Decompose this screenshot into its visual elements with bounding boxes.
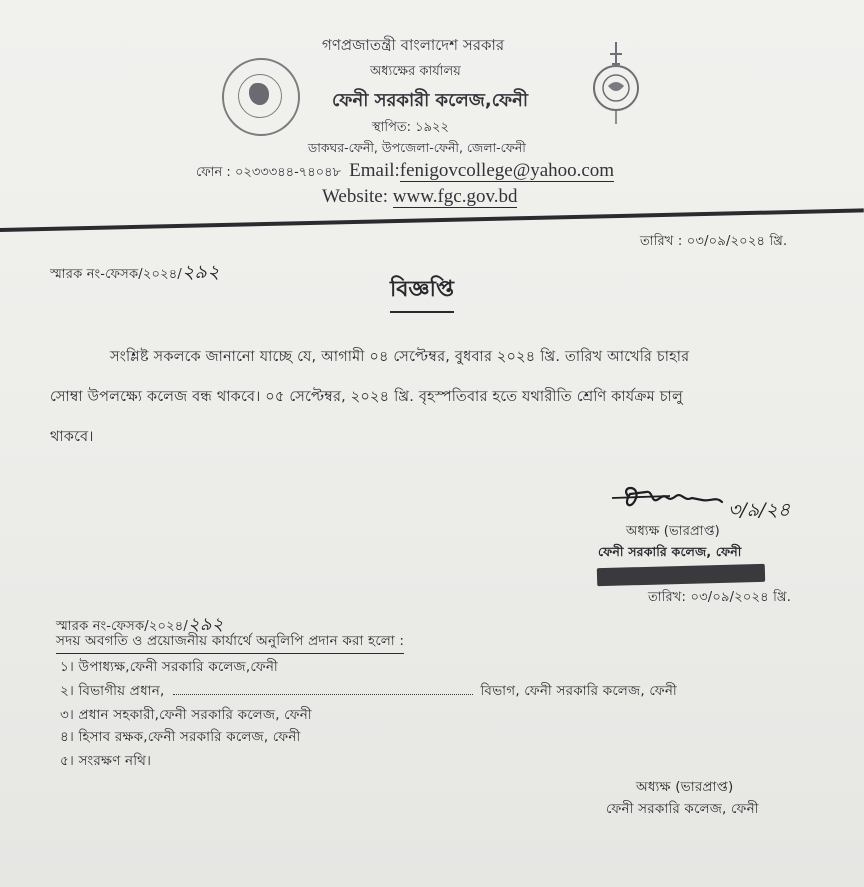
notice-line-1: সংশ্লিষ্ট সকলকে জানানো যাচ্ছে যে, আগামী ০৪ সেপ্টেম্বর, বুধবার ২০২৪ খ্রি. তারিখ আখেরি চাহার — [110, 349, 690, 365]
distribution-item-2: ২। বিভাগীয় প্রধান, বিভাগ, ফেনী সরকারি কলেজ, ফেনী — [60, 683, 677, 699]
department-blank — [173, 694, 473, 695]
distribution-intro: সদয় অবগতি ও প্রয়োজনীয় কার্যার্থে অনুলিপি প্রদান করা হলো : — [56, 630, 404, 654]
signature-date: ৩/৯/২৪ — [728, 499, 791, 521]
distribution-item-3: ৩। প্রধান সহকারী,ফেনী সরকারি কলেজ, ফেনী — [60, 707, 312, 723]
established-year: স্থাপিত: ১৯২২ — [372, 120, 449, 135]
distribution-item-5: ৫। সংরক্ষণ নথি। — [60, 753, 152, 769]
signatory-designation: অধ্যক্ষ (ভারপ্রাপ্ত) — [626, 524, 720, 539]
distribution-memo: স্মারক নং-ফেসক/২০২৪/২৯২ — [56, 614, 224, 635]
college-address: ডাকঘর-ফেনী, উপজেলা-ফেনী, জেলা-ফেনী — [308, 140, 526, 155]
memo-number: স্মারক নং-ফেসক/২০২৪/২৯২ — [50, 261, 220, 283]
signatory-stamp-text: ফেনী সরকারি কলেজ, ফেনী — [598, 544, 742, 559]
college-name: ফেনী সরকারী কলেজ,ফেনী — [332, 90, 529, 111]
header-divider — [0, 208, 864, 232]
email-link[interactable]: fenigovcollege@yahoo.com — [399, 160, 615, 181]
distribution-item-4: ৪। হিসাব রক্ষক,ফেনী সরকারি কলেজ, ফেনী — [60, 729, 301, 745]
footer-college: ফেনী সরকারি কলেজ, ফেনী — [606, 801, 759, 817]
notice-date: তারিখ : ০৩/০৯/২০২৪ খ্রি. — [640, 234, 788, 249]
notice-heading: বিজ্ঞপ্তি — [390, 272, 454, 313]
website-line: Website: www.fgc.gov.bd — [322, 186, 518, 207]
office-name: অধ্যক্ষের কার্যালয় — [370, 64, 461, 79]
signature-date-line: তারিখ: ০৩/০৯/২০২৪ খ্রি. — [648, 590, 792, 605]
college-emblem-icon — [586, 36, 646, 126]
official-stamp — [597, 564, 765, 586]
notice-line-2: সোম্বা উপলক্ষ্যে কলেজ বন্ধ থাকবে। ০৫ সেপ্টেম্বর, ২০২৪ খ্রি. বৃহস্পতিবার হতে যথারীতি শ্রেণি কার্যক্রম চালু — [50, 389, 683, 405]
government-name: গণপ্রজাতন্ত্রী বাংলাদেশ সরকার — [322, 36, 505, 54]
government-seal-icon — [222, 58, 300, 136]
distribution-item-1: ১। উপাধ্যক্ষ,ফেনী সরকারি কলেজ,ফেনী — [60, 659, 278, 675]
website-link[interactable]: www.fgc.gov.bd — [392, 186, 518, 207]
footer-designation: অধ্যক্ষ (ভারপ্রাপ্ত) — [636, 779, 734, 795]
phone-number: ফোন : ০২৩৩৩৪৪-৭৪০৪৮ Email:fenigovcollege@yahoo.com — [196, 160, 615, 181]
notice-line-3: থাকবে। — [50, 429, 94, 445]
